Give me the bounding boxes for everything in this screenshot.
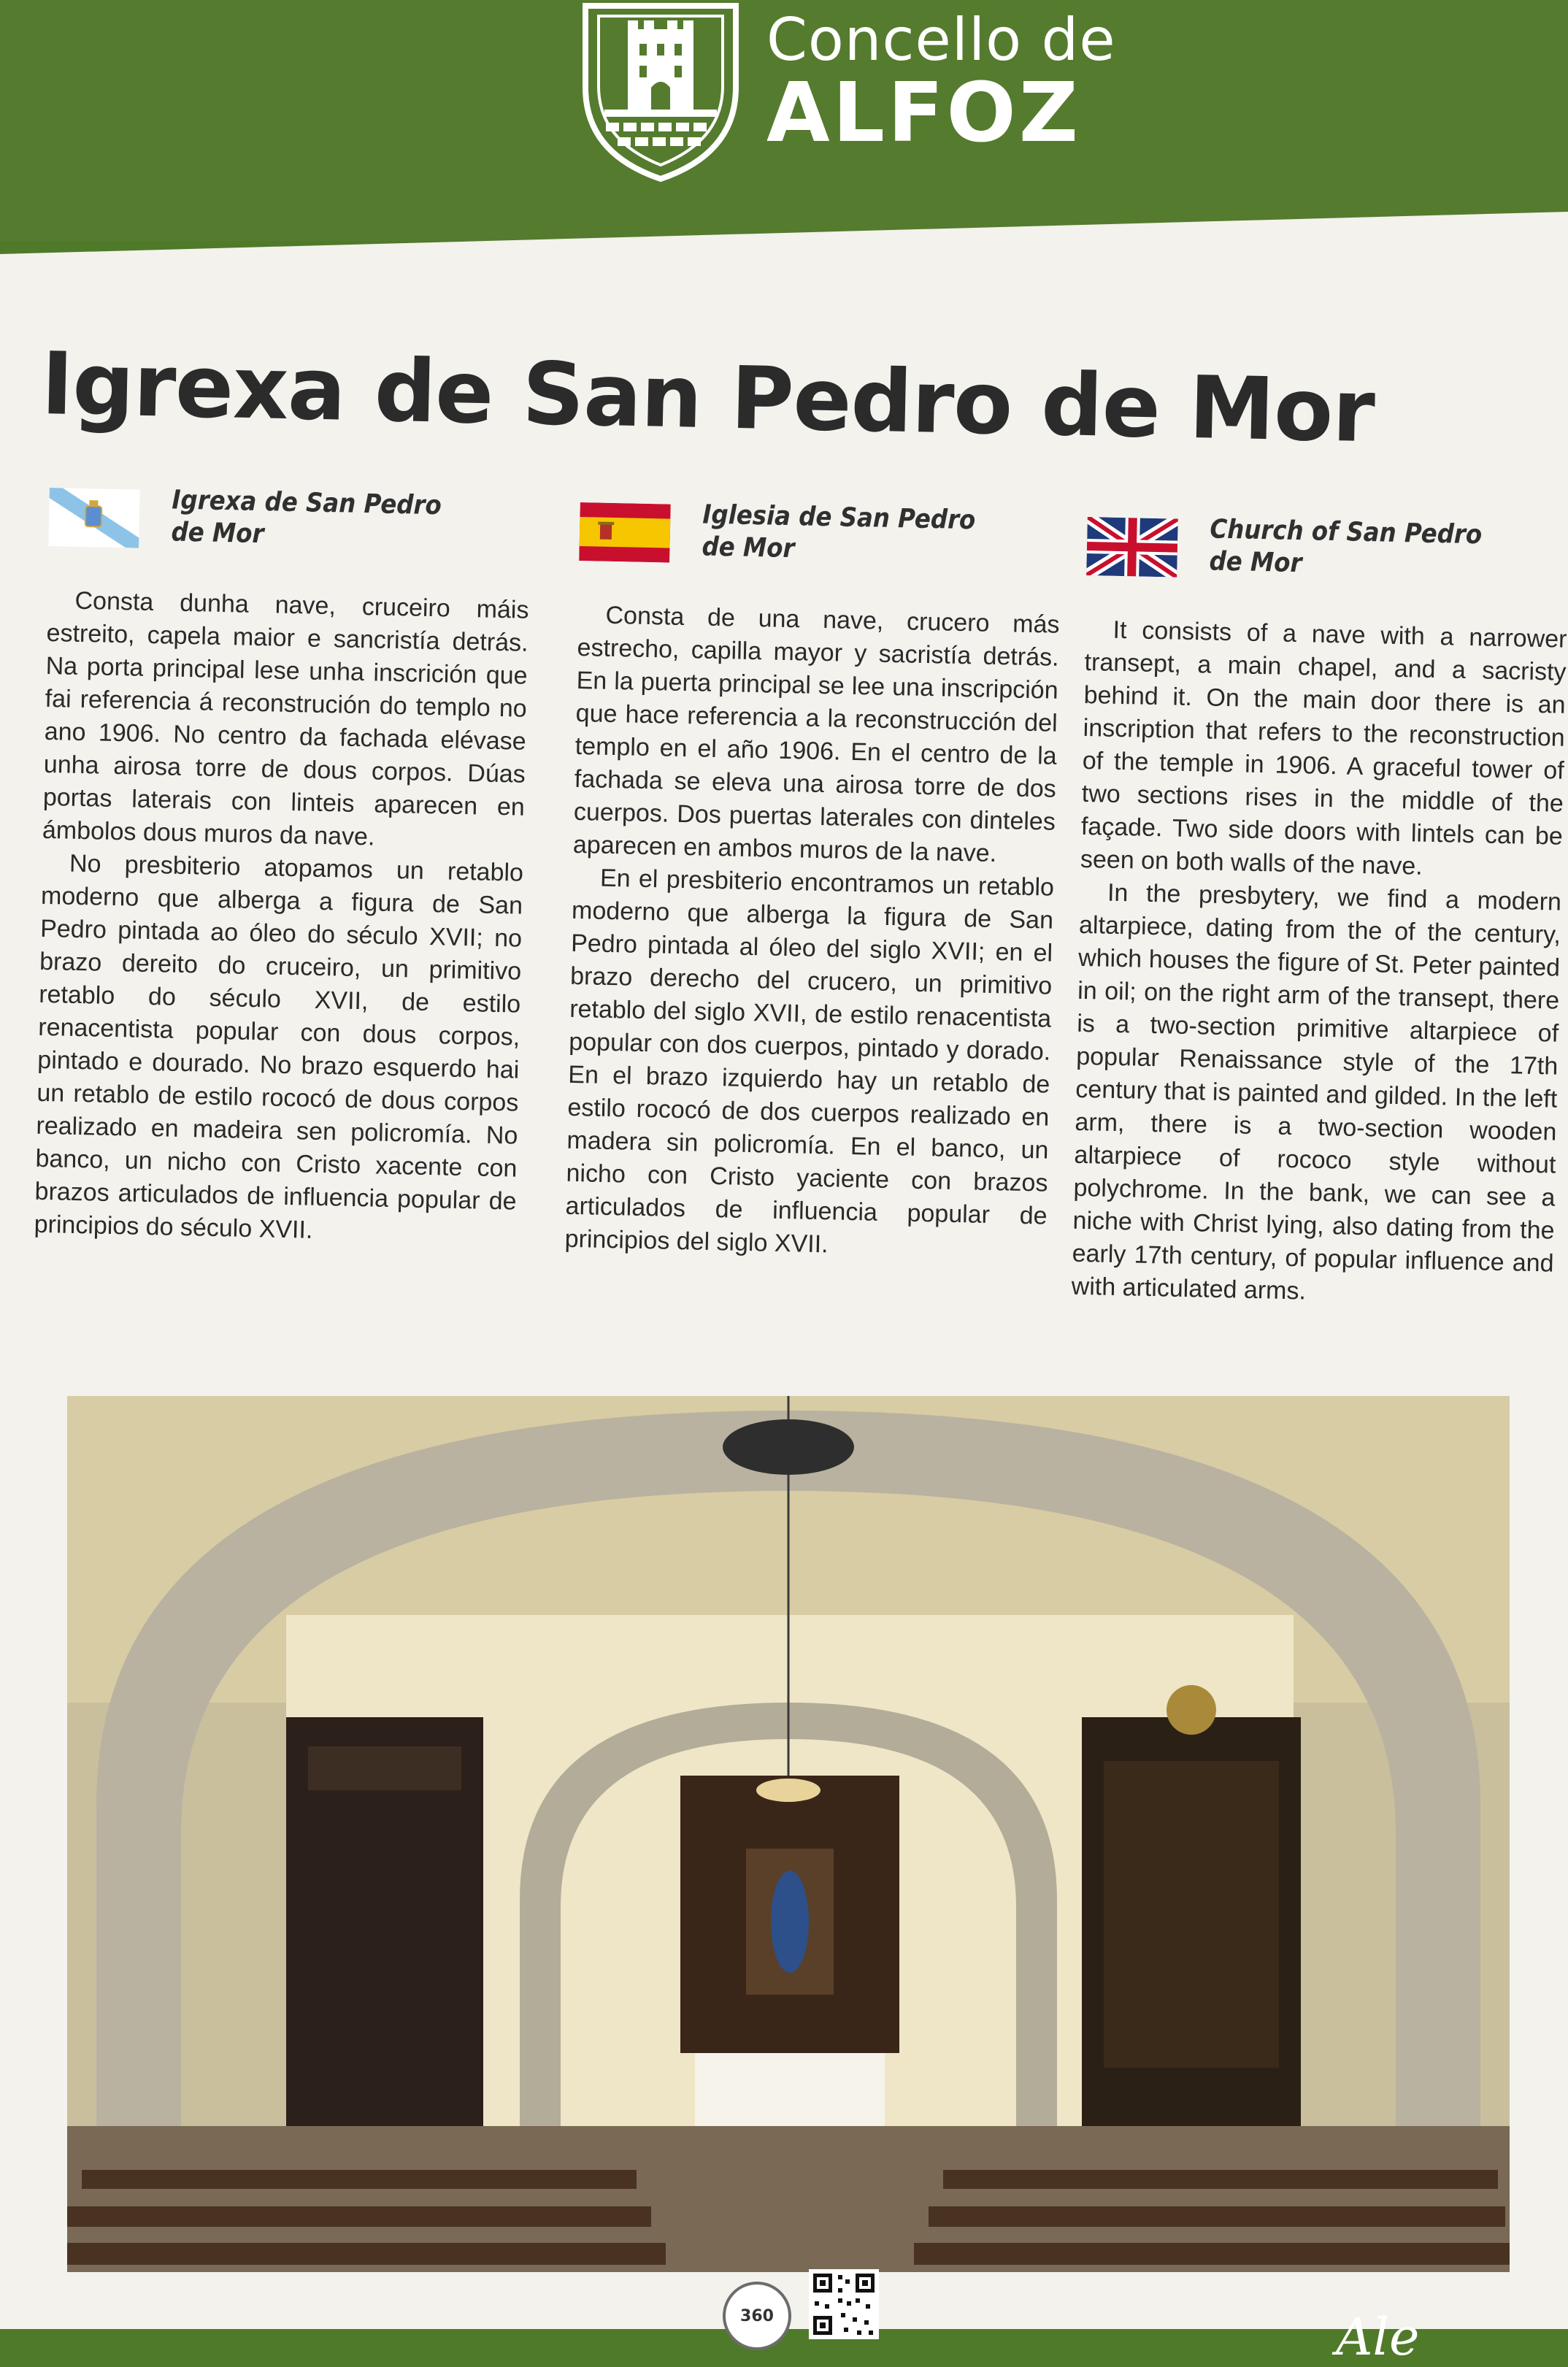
column-heading: [1209, 514, 1524, 585]
column-body: [564, 599, 1060, 1266]
paragraph: Consta de una nave, crucero más estrecho, capilla mayor y sacristía detrás. En la puerta principal se lee una inscripción que hace referencia a la reconstrucción del templo en el año 1906. En el centro de la fachada se eleva una airosa torre de dos cuerpos. Dos puertas laterales con dinteles aparecen en ambos muros de la nave.: [572, 601, 1060, 868]
paragraph: In the presbytery, we find a modern altarpiece, dating from the of the century, which houses the figure of St. Peter painted in oil; on the right arm of the transept, there is a two-section primitive altarpiece of popular Renaissance style of the 17th century that is painted and gilded. In the left arm, there is a two-section wooden altarpiece of rococo style without polychrome. In the bank, we can see a niche with Christ lying, also dating from the early 17th century, of popular influence and with articulated arms.: [1071, 878, 1562, 1305]
heading-line-1: Church of San Pedro: [1210, 514, 1483, 550]
column-spanish: [564, 496, 1062, 1266]
360-badge[interactable]: 360: [723, 2282, 791, 2350]
galicia-flag-icon: [48, 488, 140, 548]
page-title: Igrexa de San Pedro de Mor: [40, 333, 1375, 462]
heading-line-2: de Mor: [702, 532, 795, 564]
column-header: [1085, 511, 1568, 609]
paragraph: It consists of a nave with a narrower transept, a main chapel, and a sacristy behind it. On the main door there is an inscription that refers to the reconstruction of the temple in 1906. A graceful tower of two sections rises in the middle of the façade. Two side doors with lintels can be seen on both walls of the nave.: [1080, 615, 1567, 881]
paragraph: En el presbiterio encontramos un retablo moderno que alberga la figura de San Pedro pintada al óleo del siglo XVII; en el brazo derecho del crucero, un primitivo retablo del siglo XVII, de estilo renacentista popular con dos cuerpos, pintado y dorado. En el brazo izquierdo hay un retablo de estilo rococó de dos cuerpos realizado en madera sin policromía. En el banco, un nicho con Cristo yaciente con brazos articulados de influencia popular de principios del siglo XVII.: [564, 864, 1055, 1259]
church-interior-illustration: [67, 1396, 1510, 2272]
church-interior-photo: [67, 1396, 1510, 2272]
column-galician: [34, 482, 531, 1251]
column-heading: [702, 499, 1017, 570]
spain-flag-icon: [579, 502, 671, 563]
uk-flag-icon: [1086, 517, 1178, 578]
heading-line-1: Igrexa de San Pedro: [172, 485, 442, 521]
logo-line-2: ALFOZ: [766, 66, 1081, 161]
column-english: [1071, 511, 1568, 1313]
paragraph: No presbiterio atopamos un retablo moderno que alberga a figura de San Pedro pintada ao óleo do século XVII; no brazo dereito do cruceiro, un primitivo retablo do século XVII, de estilo renacentista popular con dous corpos, pintado e dourado. No brazo esquerdo hai un retablo de estilo rococó de dous corpos realizado en madeira sen policromía. No banco, un nicho con Cristo xacente con brazos articulados de influencia popular de principios do século XVII.: [34, 849, 524, 1244]
header-band: [0, 0, 1568, 241]
paragraph: Consta dunha nave, cruceiro máis estreito, capela maior e sancristía detrás. Na porta principal lese unha inscrición que fai referencia á reconstrución do templo no ano 1906. No centro da fachada elévase unha airosa torre de dous corpos. Dúas portas laterais con linteis aparecen en ámbolos dous muros da nave.: [42, 586, 529, 851]
heading-line-2: de Mor: [171, 517, 264, 550]
qr-code-icon[interactable]: [809, 2269, 879, 2339]
heading-line-1: Iglesia de San Pedro: [702, 499, 976, 536]
logo-line-1: Concello de: [766, 6, 1116, 74]
column-header: [47, 482, 531, 580]
logo-text: [766, 6, 1116, 161]
heading-line-2: de Mor: [1209, 546, 1302, 579]
castle-shield-icon: [577, 0, 745, 183]
corner-text: Ale: [1336, 2307, 1420, 2367]
column-header: [578, 496, 1061, 594]
column-heading: [171, 485, 486, 556]
column-body: [1071, 613, 1567, 1313]
column-body: [34, 584, 529, 1251]
